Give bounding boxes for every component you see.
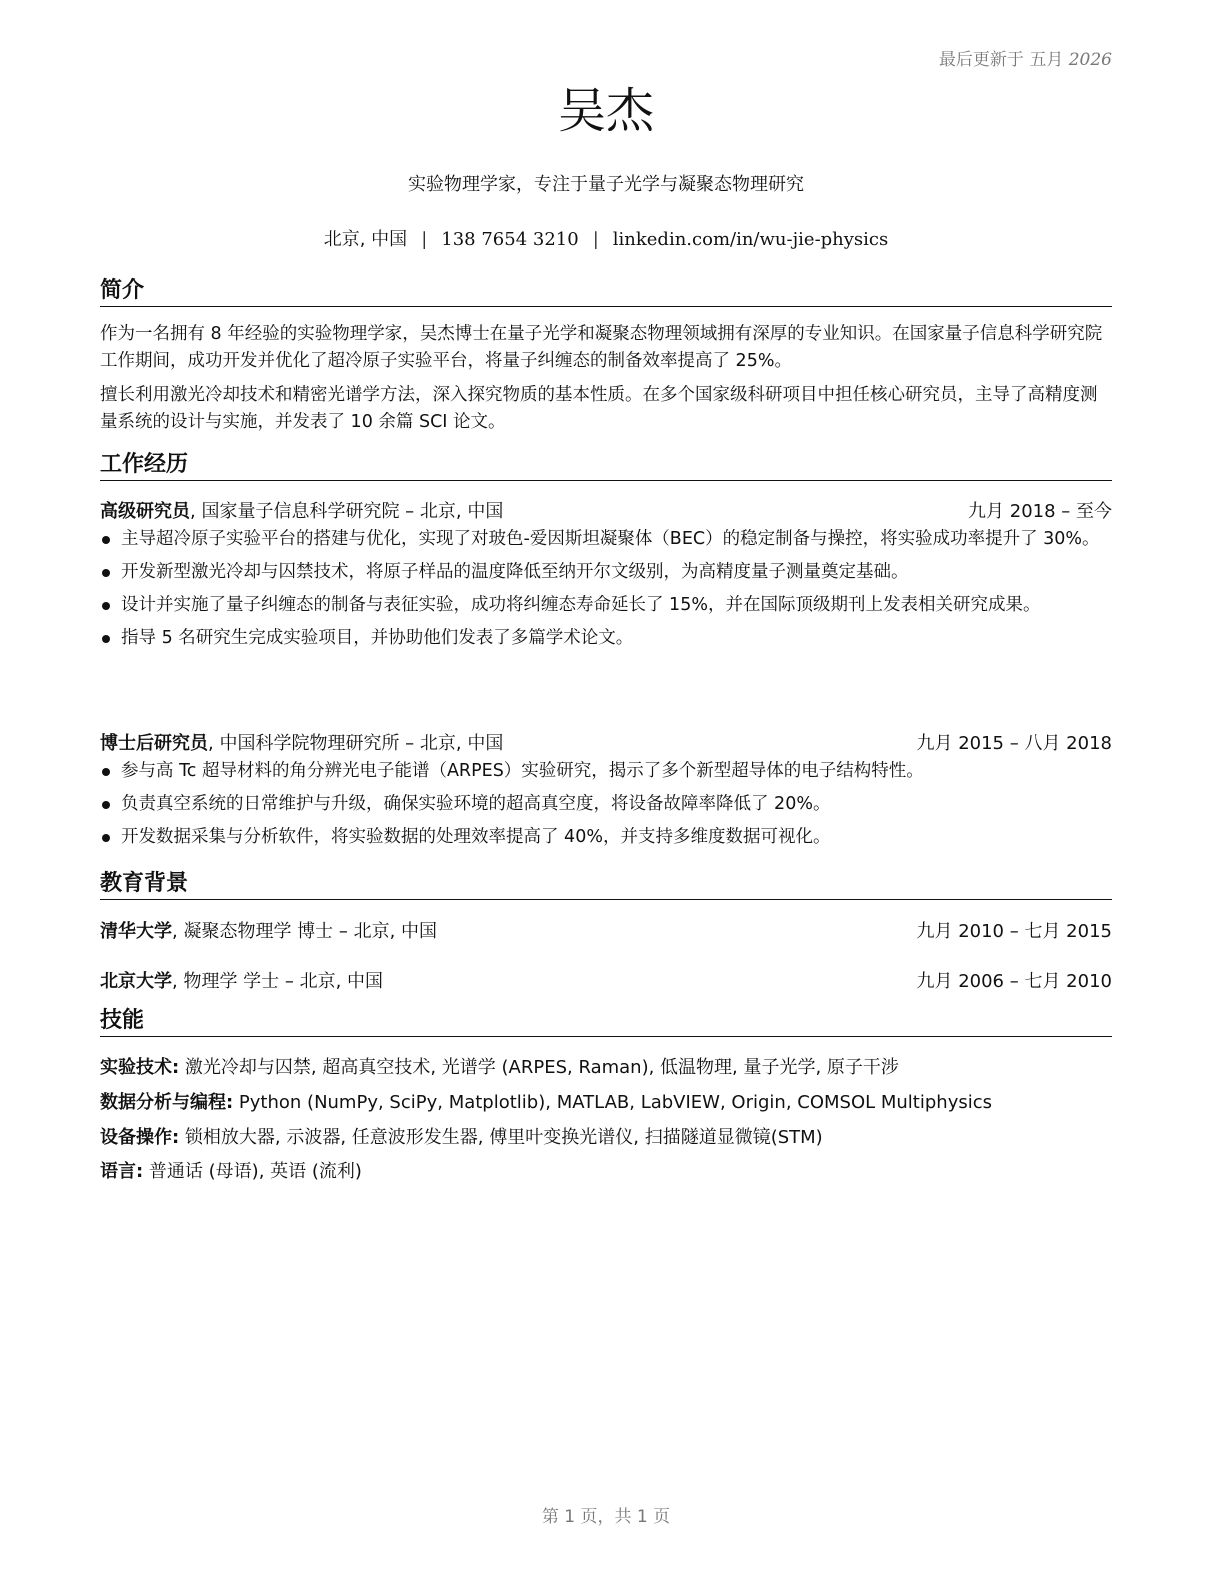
resume-page [100,0,1112,1584]
education-item [100,917,1112,943]
job-dates: 九月 2015 – 八月 2018 [916,733,1112,754]
section-title-experience: 工作经历 [100,452,1112,481]
list-item: 设计并实施了量子纠缠态的制备与表征实验，成功将纠缠态寿命延长了 15%，并在国际顶级期刊上发表相关研究成果。 [100,592,1112,619]
section-title-skills: 技能 [100,1008,1112,1037]
contact-separator: | [592,229,599,250]
list-item: 参与高 Tc 超导材料的角分辨光电子能谱（ARPES）实验研究，揭示了多个新型超导体的电子结构特性。 [100,758,1112,785]
job-role: 博士后研究员 [100,733,208,754]
skill-line [100,1157,1112,1183]
section-title-summary: 简介 [100,278,1112,307]
list-item: 主导超冷原子实验平台的搭建与优化，实现了对玻色-爱因斯坦凝聚体（BEC）的稳定制备与操控，将实验成功率提升了 30%。 [100,526,1112,553]
skill-label: 数据分析与编程: [100,1092,234,1113]
headline: 实验物理学家，专注于量子光学与凝聚态物理研究 [408,174,804,195]
job-dates: 九月 2018 – 至今 [968,501,1112,522]
list-item: 开发数据采集与分析软件，将实验数据的处理效率提高了 40%，并支持多维度数据可视化。 [100,824,1112,851]
job-organization: , 国家量子信息科学研究院 – 北京, 中国 [190,501,504,522]
contact-line [100,225,1112,251]
school-name: 清华大学 [100,921,172,942]
education-item [100,967,1112,993]
degree-detail: , 凝聚态物理学 博士 – 北京, 中国 [172,921,438,942]
skill-value: Python (NumPy, SciPy, Matplotlib), MATLAB, LabVIEW, Origin, COMSOL Multiphysics [233,1092,993,1113]
skill-label: 设备操作: [100,1127,180,1148]
summary-paragraph-1: 作为一名拥有 8 年经验的实验物理学家，吴杰博士在量子光学和凝聚态物理领域拥有深厚的专业知识。在国家量子信息科学研究院工作期间，成功开发并优化了超冷原子实验平台，将量子纠缠态的制备效率提高了 25%。 [100,324,1103,371]
job-bullets [100,758,1112,857]
job-organization: , 中国科学院物理研究所 – 北京, 中国 [208,733,504,754]
skill-line [100,1088,1112,1114]
last-updated [939,45,1112,70]
skill-line [100,1053,1112,1079]
list-item: 开发新型激光冷却与囚禁技术，将原子样品的温度降低至纳开尔文级别，为高精度量子测量奠定基础。 [100,559,1112,586]
phone-number: 138 7654 3210 [441,229,579,250]
list-item: 指导 5 名研究生完成实验项目，并协助他们发表了多篇学术论文。 [100,625,1112,652]
job-bullets [100,526,1112,658]
last-updated-label: 最后更新于 五月 [938,50,1064,70]
education-dates: 九月 2006 – 七月 2010 [916,971,1112,992]
section-title-education: 教育背景 [100,871,1112,900]
job-role: 高级研究员 [100,501,190,522]
person-name: 吴杰 [557,83,654,139]
skill-value: 普通话 (母语), 英语 (流利) [143,1161,362,1182]
school-name: 北京大学 [100,971,172,992]
skill-line [100,1123,1112,1149]
skill-label: 语言: [100,1161,144,1182]
last-updated-year: 2026 [1068,50,1112,70]
skill-label: 实验技术: [100,1057,180,1078]
summary-paragraph-2: 擅长利用激光冷却技术和精密光谱学方法，深入探究物质的基本性质。在多个国家级科研项目中担任核心研究员，主导了高精度测量系统的设计与实施，并发表了 10 余篇 SCI 论文。 [100,385,1098,432]
page-number: 第 1 页，共 1 页 [541,1507,671,1527]
job-header [100,729,1112,755]
degree-detail: , 物理学 学士 – 北京, 中国 [172,971,384,992]
skill-value: 激光冷却与囚禁, 超高真空技术, 光谱学 (ARPES, Raman), 低温物理, 量子光学, 原子干涉 [179,1057,899,1078]
location: 北京, 中国 [323,229,408,250]
job-header [100,497,1112,523]
education-dates: 九月 2010 – 七月 2015 [916,921,1112,942]
contact-separator: | [421,229,428,250]
skill-value: 锁相放大器, 示波器, 任意波形发生器, 傅里叶变换光谱仪, 扫描隧道显微镜(STM) [179,1127,823,1148]
linkedin-link[interactable]: linkedin.com/in/wu-jie-physics [612,229,889,250]
list-item: 负责真空系统的日常维护与升级，确保实验环境的超高真空度，将设备故障率降低了 20%。 [100,791,1112,818]
